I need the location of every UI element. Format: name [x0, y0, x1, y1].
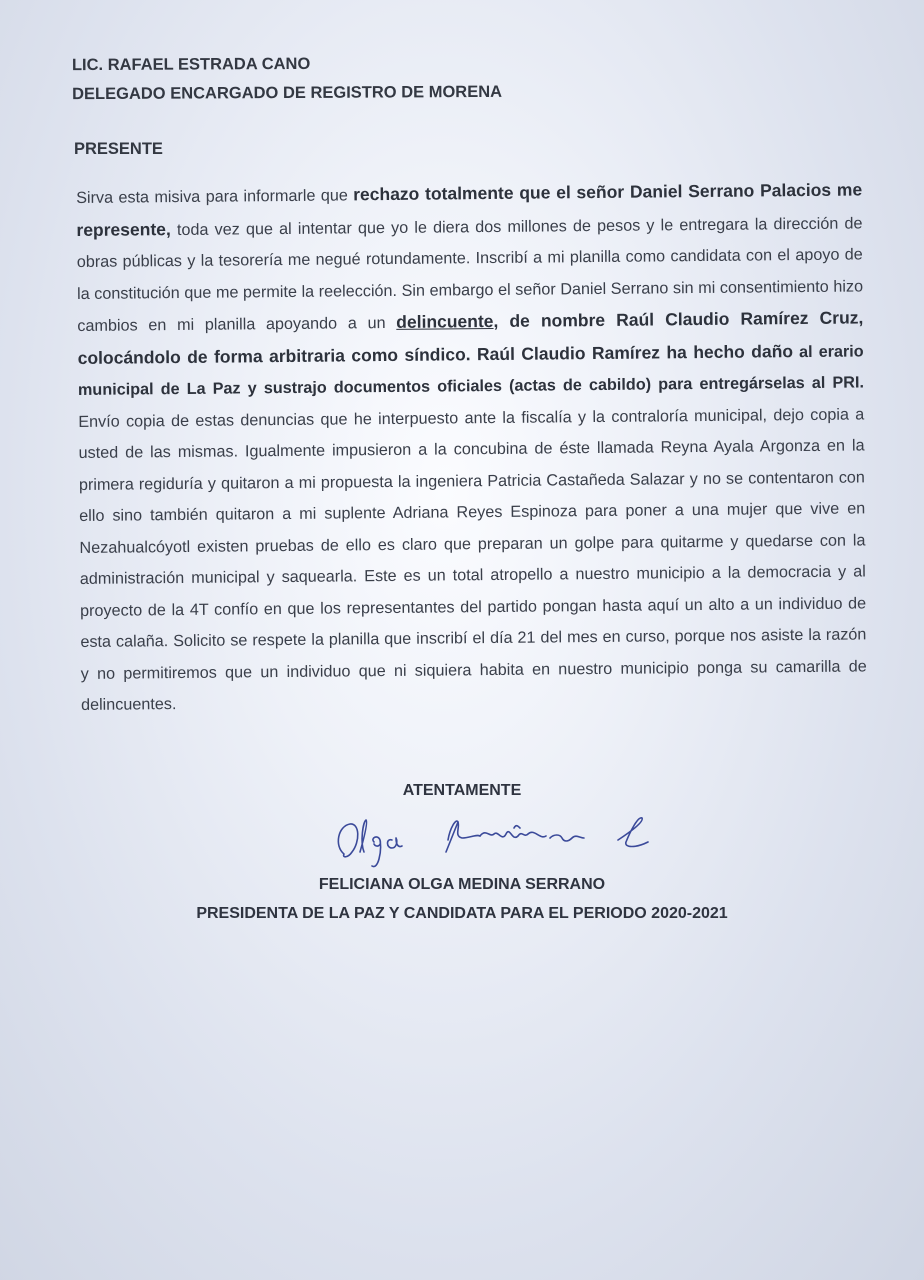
- closing-text: ATENTAMENTE: [402, 782, 522, 799]
- body-text-2: toda vez que al intentar que yo le diera dos millones de pesos y le entregara la dirección de obras públicas y la tesorería me negué rotundamente. Inscribí a mi planilla como candidata con el apoyo de la constitución que me permite la reelección. Sin embargo el señor Daniel Serrano sin mi consentimiento hizo cambios en mi planilla apoyando a un: [76, 213, 864, 335]
- body-bold-accused: , de nombre Raúl Claudio Ramírez Cruz, colocándolo de forma arbitraria como síndico. Raúl Claudio Ramírez ha hecho daño: [77, 307, 864, 368]
- signer-title: PRESIDENTA DE LA PAZ Y CANDIDATA PARA EL PERIODO 2020-2021: [196, 905, 728, 922]
- recipient-title: DELEGADO ENCARGADO DE REGISTRO DE MORENA: [72, 82, 503, 104]
- body-bold-damage: al erario municipal de La Paz y sustrajo documentos oficiales (actas de cabildo) para entregárselas al PRI.: [77, 341, 865, 399]
- letter-body: [76, 174, 867, 721]
- body-text-1: Sirva esta misiva para informarle que: [76, 186, 354, 207]
- signer-name: FELICIANA OLGA MEDINA SERRANO: [318, 876, 606, 893]
- handwritten-signature: [330, 808, 670, 878]
- recipient-name: LIC. RAFAEL ESTRADA CANO: [71, 54, 311, 75]
- greeting: PRESENTE: [74, 140, 163, 158]
- body-bold-rejection: rechazo totalmente que el señor Daniel Serrano Palacios me represente,: [76, 179, 863, 240]
- body-text-3: Envío copia de estas denuncias que he interpuesto ante la fiscalía y la contraloría municipal, dejo copia a usted de las mismas. Igualmente impusieron a la concubina de éste llamada Reyna Ayala Argonza en la primera regiduría y quitaron a mi propuesta la ingeniera Patricia Castañeda Salazar y no se contentaron con ello sino también quitaron a mi suplente Adriana Reyes Espinoza para poner a una mujer que vive en Nezahualcóyotl existen pruebas de ello es claro que preparan un golpe para quitarme y quedarse con la administración municipal y saquearla. Este es un total atropello a nuestro municipio a la democracia y al proyecto de la 4T confío en que los representantes del partido pongan hasta aquí un alto a un individuo de esta calaña. Solicito se respete la planilla que inscribí el día 21 del mes en curso, porque nos asiste la razón y no permitiremos que un individuo que ni siquiera habita en nuestro municipio ponga su camarilla de delincuentes.: [78, 404, 867, 714]
- letter-header: [72, 49, 502, 109]
- body-bold-delincuente: delincuente: [396, 310, 494, 332]
